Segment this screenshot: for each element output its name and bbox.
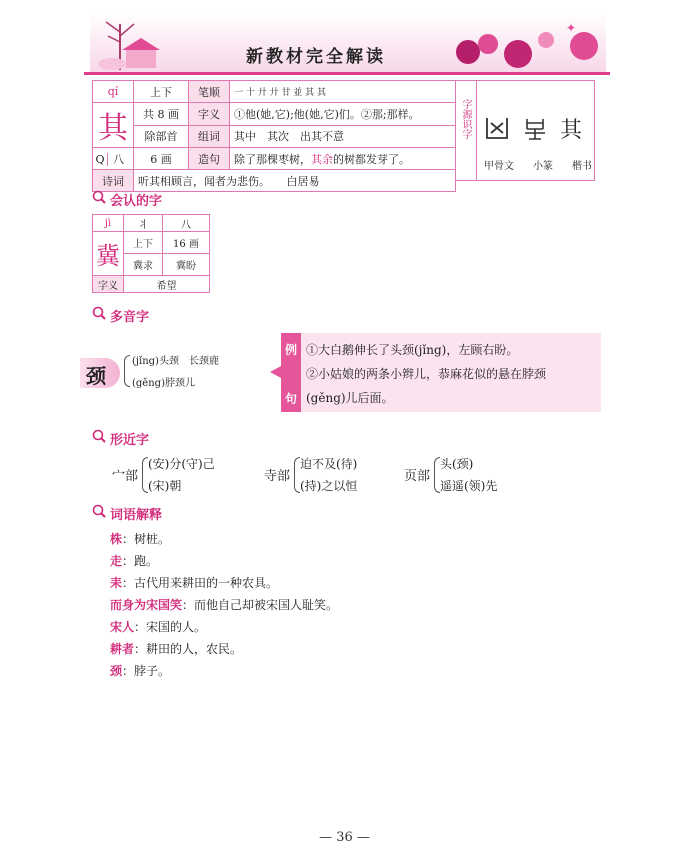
recognize-strokes: 16 画 [163,232,210,254]
svg-text:✦: ✦ [566,21,577,35]
polyphone-char: 颈 [86,364,106,388]
list-item: 而身为宋国笑：而他自己却被宋国人耻笑。 [110,598,339,612]
recognize-pinyin: jì [93,215,124,232]
sentence-label: 造句 [189,148,230,170]
words: 其中 其次 出其不意 [230,125,456,148]
reading2: (gěng)脖颈儿 [132,378,195,389]
recognize-radical: 丬 [124,215,163,232]
poem-label: 诗词 [93,170,134,192]
list-item: 耒：古代用来耕田的一种农具。 [110,576,279,590]
magnifier-icon [92,306,106,320]
recognize-radical2: 八 [163,215,210,232]
sentence: 除了那棵枣树，其余的树都发芽了。 [230,148,456,170]
words-label: 组词 [189,125,230,148]
input-code-cell [93,148,134,170]
list-item: 耕者：耕田的人，农民。 [110,642,243,656]
poem: 听其相顾言，闻者为悲伤。 白居易 [134,170,456,192]
page-number: — 36 — [319,830,370,845]
origin-box [456,80,595,181]
list-item: 宋人：宋国的人。 [110,620,207,634]
recognize-char: 冀 [93,232,124,276]
magnifier-icon [92,429,106,443]
similar-line-2a: 迫不及(待) [300,457,358,471]
similar-line-1a: (安)分(守)己 [148,457,215,471]
section-polyphone-title: 多音字 [110,310,150,325]
flower-illustration [448,18,604,72]
strokes: 共 8 画 [134,103,189,126]
house-illustration [92,14,172,72]
recognize-word1: 冀求 [124,254,163,276]
list-item: 走：跑。 [110,554,159,568]
oracle-bone-glyph [484,115,510,141]
stroke-order: 一 十 廾 廾 甘 並 其 其 [230,81,456,103]
section-words-title: 词语解释 [110,508,163,523]
similar-label-3: 页部 [404,469,431,484]
stroke-order-label: 笔顺 [189,81,230,103]
recognize-table [92,214,210,293]
main-char-table [92,80,456,192]
section-similar-title: 形近字 [110,433,150,448]
magnifier-icon [92,504,106,518]
example-pointer [270,366,281,378]
sentence-highlight: 其余 [311,152,333,166]
word-list [110,528,338,682]
page-title: 新教材完全解读 [246,47,386,67]
list-item: 株：树桩。 [110,532,171,546]
similar-line-1b: (宋)朝 [148,479,182,493]
radical: 除部首 [134,125,189,148]
example2: ②小姑娘的两条小辫儿，恭麻花似的悬在脖颈 [306,367,547,381]
radical-char: 八 [113,152,124,166]
recognize-structure: 上下 [124,232,163,254]
example3: (gěng)儿后面。 [306,391,394,405]
magnifier-icon [92,190,106,204]
recognize-meaning: 希望 [124,276,210,293]
meaning-label: 字义 [189,103,230,126]
origin-label: 字源识字 [460,99,471,139]
recognize-word2: 冀盼 [163,254,210,276]
origin-forms: 甲骨文 小篆 楷书 [484,161,592,172]
similar-label-2: 寺部 [264,469,291,484]
list-item: 颈：脖子。 [110,664,171,678]
remaining-strokes: 6 画 [134,148,189,170]
section-recognize-title: 会认的字 [110,194,163,209]
example1: ①大白鹅伸长了头颈(jǐng)，左顾右盼。 [306,343,519,357]
seal-glyph [522,115,548,141]
similar-line-2b: (持)之以恒 [300,479,358,493]
similar-line-3b: 遥遥(领)先 [440,479,498,493]
reading1: (jǐng)头颈 长颈鹿 [132,356,219,367]
meaning: ①他(她,它);他(她,它)们。②那;那样。 [230,103,456,126]
pinyin: qí [93,81,134,103]
main-char: 其 [93,103,134,148]
recognize-meaning-label: 字义 [93,276,124,293]
similar-label-1: 宀部 [112,469,139,484]
similar-line-3a: 头(颈) [440,457,474,471]
structure: 上下 [134,81,189,103]
input-code: Q [93,153,108,166]
regular-glyph: 其 [560,118,583,143]
header-divider [84,72,610,75]
